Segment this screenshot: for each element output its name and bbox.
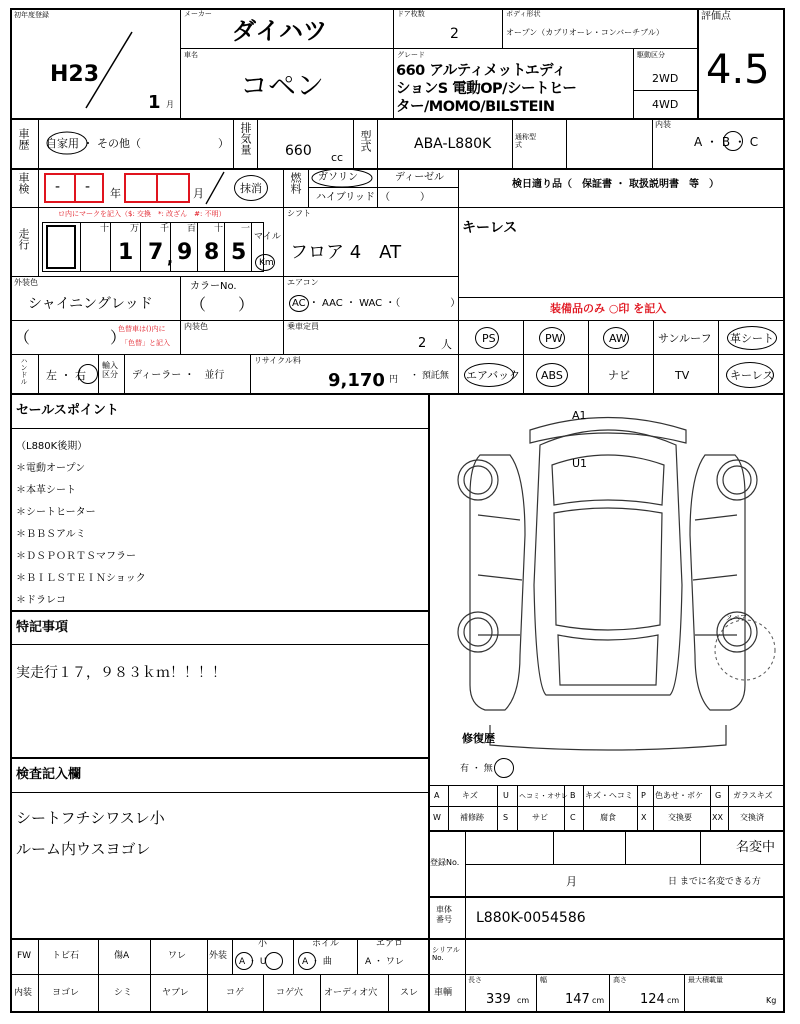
drive-2wd: 2WD	[652, 72, 679, 85]
aero-label: エアロ	[376, 939, 404, 949]
repair-options: 有 ・ 無	[460, 764, 493, 774]
legend-g-code: G	[715, 791, 722, 800]
km-circle	[255, 254, 275, 271]
exterior-label: 外装	[209, 951, 228, 961]
fw-scratch: 傷A	[114, 951, 130, 961]
interior-burn: コゲ	[226, 988, 245, 998]
registration-day-note: 日 までに名変できる方	[668, 877, 761, 887]
color-change-note-2: 「色替」と記入	[121, 339, 170, 347]
equip-pw-circle	[539, 327, 565, 349]
common-model-label: 通称型式	[515, 133, 536, 149]
documents-title: 検日適り品（ 保証書 ・ 取扱説明書 等 ）	[512, 179, 719, 190]
interior-tear: ヤブレ	[162, 988, 189, 998]
interior-grade-circle	[723, 131, 743, 151]
ac-label: エアコン	[287, 278, 319, 287]
height-label: 高さ	[613, 976, 627, 984]
height-unit: cm	[667, 996, 680, 1005]
check-line-1: シートフチシワスレ小	[16, 809, 165, 827]
car-top-body	[534, 430, 682, 695]
reg-month-unit: 月	[166, 100, 174, 109]
legend-xx-desc: 交換済	[740, 813, 764, 822]
sales-title: セールスポイント	[16, 403, 119, 418]
equip-keyless: キーレス	[730, 369, 774, 382]
equip-aw: AW	[609, 332, 627, 345]
legend-x-code: X	[641, 813, 647, 822]
legend-u-code: U	[503, 791, 509, 800]
history-options: 自家用 ・ その他（ ）	[46, 137, 229, 150]
small-label: 小	[258, 939, 268, 949]
height-value: 124	[640, 992, 665, 1007]
legend-x-desc: 交換要	[668, 813, 692, 822]
equip-tv: TV	[675, 369, 690, 382]
reg-year: H23	[50, 62, 100, 87]
legend-xx-code: XX	[712, 813, 723, 822]
place-5: 十	[214, 224, 224, 234]
handle-circle	[78, 364, 98, 384]
sales-item: ＊ドラレコ	[16, 595, 66, 606]
recycle-label: リサイクル料	[254, 356, 301, 365]
repair-circle	[494, 758, 514, 778]
capacity-value: 2	[418, 336, 427, 351]
equip-abs: ABS	[541, 369, 563, 382]
fuel-other: （ ）	[380, 192, 430, 203]
doors-label: ドア枚数	[397, 10, 425, 18]
car-left-side	[470, 455, 525, 710]
outer-color: シャイニングレッド	[28, 296, 153, 312]
chassis-label: 車体番号	[436, 905, 452, 924]
place-1: 十	[100, 224, 110, 234]
history-circle	[44, 130, 90, 156]
capacity-unit: 人	[441, 338, 452, 351]
legend-c-code: C	[570, 813, 576, 822]
recycle-unit: 円	[389, 375, 399, 385]
inspection-dash-1: -	[55, 179, 61, 195]
interior-grade-label: 内装	[655, 120, 671, 129]
equip-leather: 革シート	[730, 332, 774, 345]
dims-label: 車輌	[434, 988, 453, 998]
length-unit: cm	[517, 996, 530, 1005]
fuel-diesel: ディーゼル	[395, 172, 444, 183]
digit-4: 8	[204, 240, 220, 265]
equip-aw-circle	[603, 327, 629, 349]
grade-line-3: ター/MOMO/BILSTEIN	[396, 99, 555, 115]
grade-line-1: 660 アルティメットエディ	[396, 63, 566, 79]
recycle-value: 9,170	[328, 370, 385, 391]
equip-ps: PS	[482, 332, 496, 345]
first-reg-label: 初年度登録	[14, 11, 49, 19]
equip-ps-circle	[475, 327, 499, 349]
wheel-options: A ・ 曲	[302, 957, 332, 967]
doors-value: 2	[450, 26, 459, 42]
length-label: 長さ	[468, 976, 482, 984]
interior-row-label: 内装	[14, 988, 33, 998]
legend-c-desc: 腐食	[600, 813, 616, 822]
maker: ダイハツ	[232, 17, 328, 45]
interior-spot: シミ	[114, 988, 133, 998]
car-name-label: 車名	[184, 51, 198, 59]
import-options: ディーラー ・ 並行	[132, 370, 225, 381]
sales-item: ＊シートヒーター	[16, 507, 96, 518]
interior-wear: スレ	[400, 988, 419, 998]
maker-label: メーカー	[184, 10, 212, 18]
legend-s-desc: サビ	[532, 813, 548, 822]
fuel-label-text: 燃料	[289, 172, 302, 194]
displacement-value: 660	[285, 143, 312, 159]
ac-circle	[289, 295, 309, 312]
handle-label: ハンドル	[20, 357, 28, 385]
equip-keyless-circle	[726, 362, 774, 388]
fuel-hybrid: ハイブリッド	[316, 192, 375, 203]
equip-pw: PW	[545, 332, 563, 345]
mileage-note: ロ内にマークを記入（$: 交換 *: 改ざん #: 不明）	[58, 210, 226, 218]
inspection-year-unit: 年	[110, 187, 121, 200]
grade-label: グレード	[397, 51, 425, 59]
fw-label: FW	[17, 951, 32, 961]
legend-u-desc: ヘコミ・オサレ	[519, 792, 568, 800]
width-label: 幅	[540, 976, 547, 984]
sales-item: ＊本革シート	[16, 485, 76, 496]
equip-airbag: エアバック	[466, 369, 521, 382]
place-6: 一	[241, 224, 251, 234]
mark-a1: A1	[572, 409, 587, 422]
color-change-note-1: 色替車は()内に	[118, 325, 166, 333]
inner-color-label: 内装色	[184, 322, 208, 331]
legend-b-desc: キズ・ヘコミ	[585, 791, 633, 800]
serial-label: シリアルNo.	[432, 946, 460, 963]
registration-month-unit: 月	[566, 875, 577, 888]
history-label: 車歴	[17, 128, 30, 150]
drive-label: 駆動区分	[637, 51, 665, 59]
wheel-circle	[298, 952, 316, 970]
digit-3: 9	[177, 240, 193, 265]
name-change: 名変中	[736, 840, 776, 855]
digit-1: 1	[118, 240, 134, 265]
equip-airbag-circle	[464, 363, 514, 387]
load-label: 最大積載量	[688, 976, 723, 984]
car-diagram	[430, 395, 785, 780]
legend-a-code: A	[434, 791, 440, 800]
mark-u1: U1	[572, 457, 588, 470]
equip-abs-circle	[536, 363, 568, 387]
chassis-value: L880K-0054586	[476, 910, 586, 926]
repair-history-label: 修復歴	[462, 732, 495, 745]
capacity-label: 乗車定員	[287, 322, 319, 331]
legend-w-code: W	[433, 813, 441, 822]
outer-color-label: 外装色	[14, 278, 38, 287]
place-4: 百	[187, 224, 197, 234]
digit-2: 7	[148, 240, 164, 265]
color-no: （ ）	[190, 295, 255, 314]
ac-options: AC ・ AAC ・ WAC ・（ ）	[292, 298, 461, 309]
model-value: ABA-L880K	[414, 136, 492, 152]
equip-navi: ナビ	[608, 369, 630, 382]
interior-audio-hole: オーディオ穴	[324, 988, 378, 998]
legend-b-code: B	[570, 791, 576, 800]
inspection-slash	[200, 170, 230, 206]
sales-item: （L880K後期）	[16, 441, 88, 452]
wheel-label: ホイル	[312, 939, 340, 949]
equipment-title: 装備品のみ ○印 を記入	[550, 302, 667, 315]
place-2: 万	[130, 224, 140, 234]
load-unit: Kg	[766, 996, 777, 1005]
special-title: 特記事項	[16, 620, 69, 635]
color-no-label: カラーNo.	[190, 281, 237, 292]
aero-options: A ・ ワレ	[365, 957, 404, 967]
handle-options: 左 ・ 右	[46, 369, 86, 382]
keyless-note: キーレス	[462, 220, 518, 236]
import-label: 輸入区分	[102, 361, 118, 379]
reg-month: 1	[148, 92, 161, 113]
odometer-mark-box	[46, 225, 76, 269]
width-value: 147	[565, 992, 590, 1007]
drive-4wd: 4WD	[652, 98, 679, 111]
inspection-dash-2: -	[85, 179, 91, 195]
body-type: オープン（カブリオーレ・コンバーチブル）	[506, 28, 664, 37]
check-title: 検査記入欄	[16, 767, 82, 782]
interior-stain: ヨゴレ	[52, 988, 80, 998]
interior-burn-hole: コゲ穴	[276, 988, 304, 998]
recycle-deposit: ・ 預託無	[410, 371, 449, 381]
score-label: 評価点	[701, 11, 731, 22]
width-unit: cm	[592, 996, 605, 1005]
legend-a-desc: キズ	[462, 791, 478, 800]
sales-item: ＊ＢＢＳアルミ	[16, 529, 86, 540]
fw-crack: ワレ	[168, 951, 187, 961]
place-3: 千	[160, 224, 170, 234]
digit-5: 5	[231, 240, 247, 265]
unit-km: Km	[259, 258, 274, 268]
fuel-gasoline: ガソリン	[318, 172, 358, 183]
small-options: A ・ U	[239, 957, 267, 967]
sales-item: ＊電動オープン	[16, 463, 86, 474]
legend-g-desc: ガラスキズ	[733, 791, 773, 800]
registration-label: 登録No.	[430, 858, 460, 867]
fw-chip: トビ石	[52, 951, 80, 961]
score-value: 4.5	[706, 47, 770, 93]
reg-slash	[80, 30, 140, 110]
sales-item: ＊ＤＳＰＯＲＴＳマフラー	[16, 551, 136, 562]
interior-grades: A ・ B ・ C	[694, 135, 759, 149]
legend-w-desc: 補修跡	[460, 813, 484, 822]
inspection-label: 車検	[17, 172, 30, 194]
displacement-label: 排気量	[239, 122, 252, 155]
legend-p-desc: 色あせ・ボケ	[655, 791, 703, 800]
special-text: 実走行１７，９８３ｋｍ！！！！	[16, 665, 226, 681]
model-label: 型式	[359, 130, 372, 152]
length-value: 339	[486, 992, 511, 1007]
car-right-side	[690, 455, 745, 710]
car-name: コペン	[240, 69, 325, 102]
sales-item: ＊ＢＩＬＳＴＥＩＮショック	[16, 573, 146, 584]
equip-leather-circle	[727, 326, 777, 350]
check-line-2: ルーム内ウスヨゴレ	[16, 840, 151, 858]
displacement-unit: cc	[331, 151, 344, 164]
expired-circle	[234, 175, 268, 201]
small-a-circle	[235, 952, 253, 970]
mileage-label: 走行	[17, 228, 30, 250]
equip-sunroof: サンルーフ	[658, 332, 712, 345]
inspection-month-unit: 月	[193, 187, 204, 200]
shift-value: フロア 4 AT	[290, 242, 402, 263]
shift-label: シフト	[287, 209, 311, 218]
color-change-paren: （ ）	[14, 328, 127, 347]
inspection-expired: 抹消	[240, 182, 262, 195]
grade-line-2: ションS 電動OP/シートヒー	[396, 81, 577, 97]
small-u-circle	[265, 952, 283, 970]
unit-mile: マイル	[254, 232, 281, 242]
body-type-label: ボディ形状	[506, 10, 541, 18]
legend-s-code: S	[503, 813, 509, 822]
spare-label: スペア	[726, 614, 747, 622]
thousands-comma: ,	[167, 248, 174, 267]
gasoline-circle	[310, 168, 374, 188]
legend-p-code: P	[641, 791, 646, 800]
